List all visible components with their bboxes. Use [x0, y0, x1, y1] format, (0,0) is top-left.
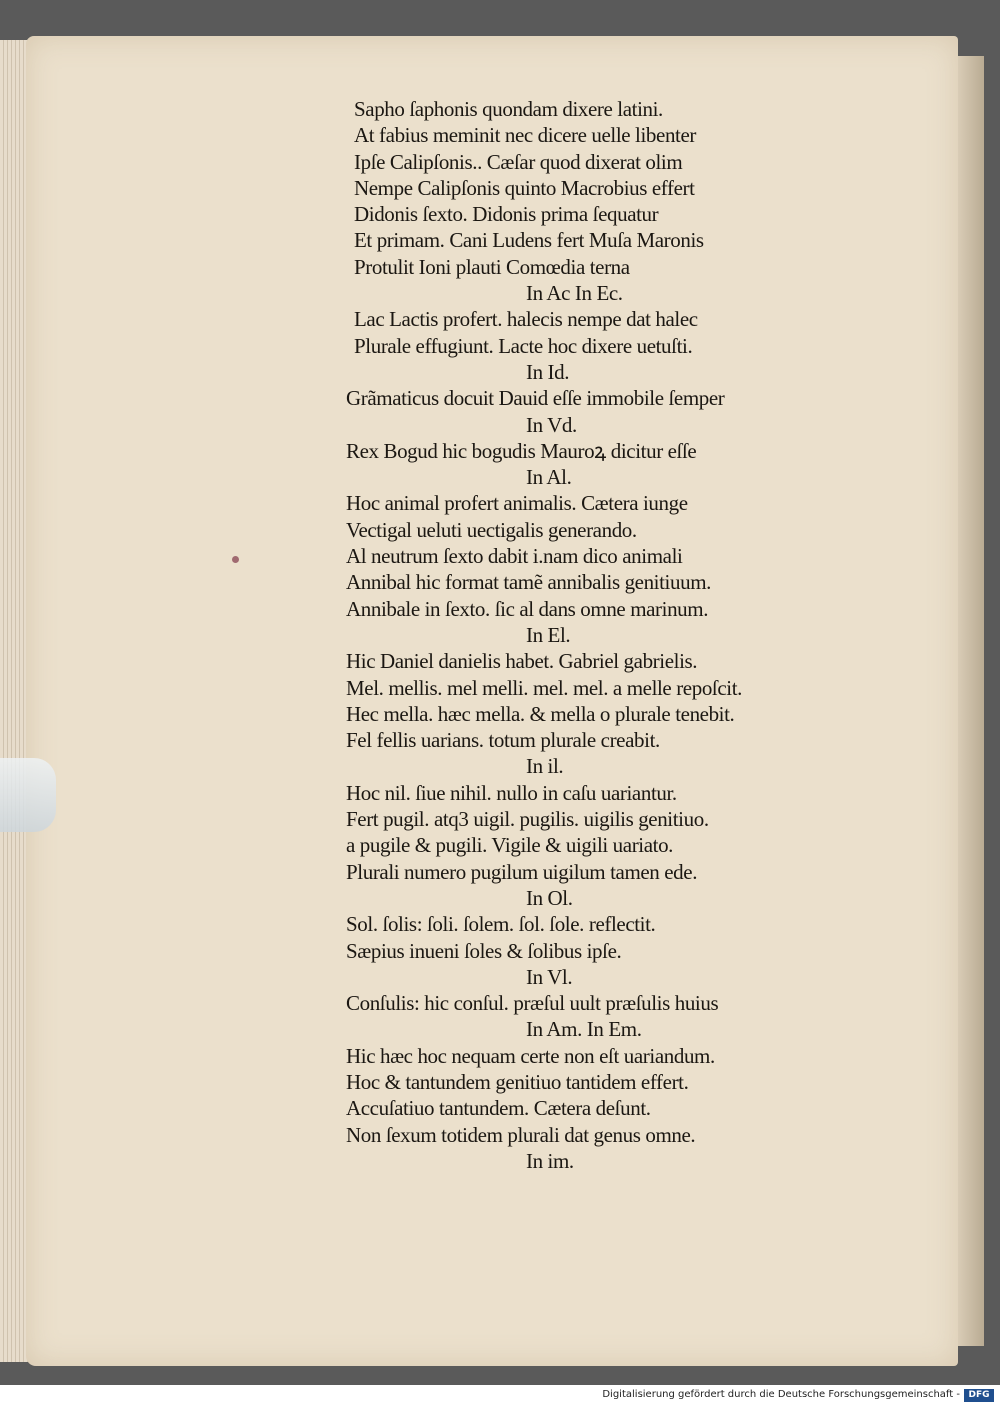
book-edge-left	[0, 40, 28, 1362]
text-line: a pugile & pugili. Vigile & uigili uariato.	[346, 833, 674, 858]
text-line: Hoc nil. ſiue nihil. nullo in caſu uariantur.	[346, 780, 677, 805]
text-line: Mel. mellis. mel melli. mel. mel. a melle repoſcit.	[346, 675, 742, 700]
text-line: Lac Lactis profert. halecis nempe dat halec	[354, 307, 698, 332]
text-line: Et primam. Cani Ludens fert Muſa Maronis	[354, 228, 704, 253]
section-heading: In Vl.	[526, 964, 573, 989]
text-line: Nempe Calipſonis quinto Macrobius effert	[354, 175, 695, 200]
ink-spot	[232, 556, 239, 563]
page-clip	[0, 758, 56, 832]
text-line: Hic Daniel danielis habet. Gabriel gabrielis.	[346, 649, 698, 674]
text-line: Accuſatiuo tantundem. Cætera deſunt.	[346, 1096, 651, 1121]
text-line: Didonis ſexto. Didonis prima ſequatur	[354, 202, 659, 227]
section-heading: In El.	[526, 622, 571, 647]
text-line: Al neutrum ſexto dabit i.nam dico animali	[346, 544, 683, 569]
text-line: Hec mella. hæc mella. & mella o plurale tenebit.	[346, 701, 735, 726]
text-line: Protulit Ioni plauti Comœdia terna	[354, 254, 630, 279]
text-line: Sæpius inueni ſoles & ſolibus ipſe.	[346, 938, 622, 963]
text-line: Annibale in ſexto. ſic al dans omne marinum.	[346, 596, 709, 621]
page-text-block	[346, 96, 866, 1174]
section-heading: In Id.	[526, 359, 570, 384]
section-heading: In il.	[526, 754, 564, 779]
text-line: Plurale effugiunt. Lacte hoc dixere uetuſti.	[354, 333, 693, 358]
section-heading: In Am. In Em.	[526, 1017, 642, 1042]
section-heading: In Ac In Ec.	[526, 281, 623, 306]
section-heading: In Al.	[526, 465, 572, 490]
footer-credit: Digitalisierung gefördert durch die Deutsche Forschungsgemeinschaft -	[602, 1389, 960, 1400]
text-line: Hoc animal profert animalis. Cætera iunge	[346, 491, 688, 516]
facing-page-edge	[958, 56, 984, 1346]
footer-bar	[0, 1385, 1000, 1407]
text-line: Grãmaticus docuit Dauid eſſe immobile ſemper	[346, 386, 725, 411]
text-line: Fel fellis uarians. totum plurale creabit.	[346, 728, 660, 753]
section-heading: In Ol.	[526, 885, 573, 910]
text-line: Non ſexum totidem plurali dat genus omne.	[346, 1122, 696, 1147]
text-line: Fert pugil. atq3 uigil. pugilis. uigilis genitiuo.	[346, 807, 709, 832]
section-heading: In im.	[526, 1148, 574, 1173]
text-line: Ipſe Calipſonis.. Cæſar quod dixerat olim	[354, 149, 683, 174]
text-line: At fabius meminit nec dicere uelle libenter	[354, 123, 696, 148]
text-line: Sol. ſolis: ſoli. ſolem. ſol. ſole. reflectit.	[346, 912, 656, 937]
text-line: Vectigal ueluti uectigalis generando.	[346, 517, 637, 542]
text-line: Hoc & tantundem genitiuo tantidem effert.	[346, 1069, 689, 1094]
section-heading: In Vd.	[526, 412, 577, 437]
text-line: Annibal hic format tamẽ annibalis genitiuum.	[346, 570, 711, 595]
text-line: Plurali numero pugilum uigilum tamen ede.	[346, 859, 698, 884]
dfg-logo: DFG	[964, 1389, 994, 1402]
text-line: Conſulis: hic conſul. præſul uult præſulis huius	[346, 991, 719, 1016]
text-line: Hic hæc hoc nequam certe non eſt uariandum.	[346, 1043, 715, 1068]
text-line: Sapho ſaphonis quondam dixere latini.	[354, 97, 663, 121]
text-line: Rex Bogud hic bogudis Mauroꝝ dicitur eſſe	[346, 438, 697, 463]
